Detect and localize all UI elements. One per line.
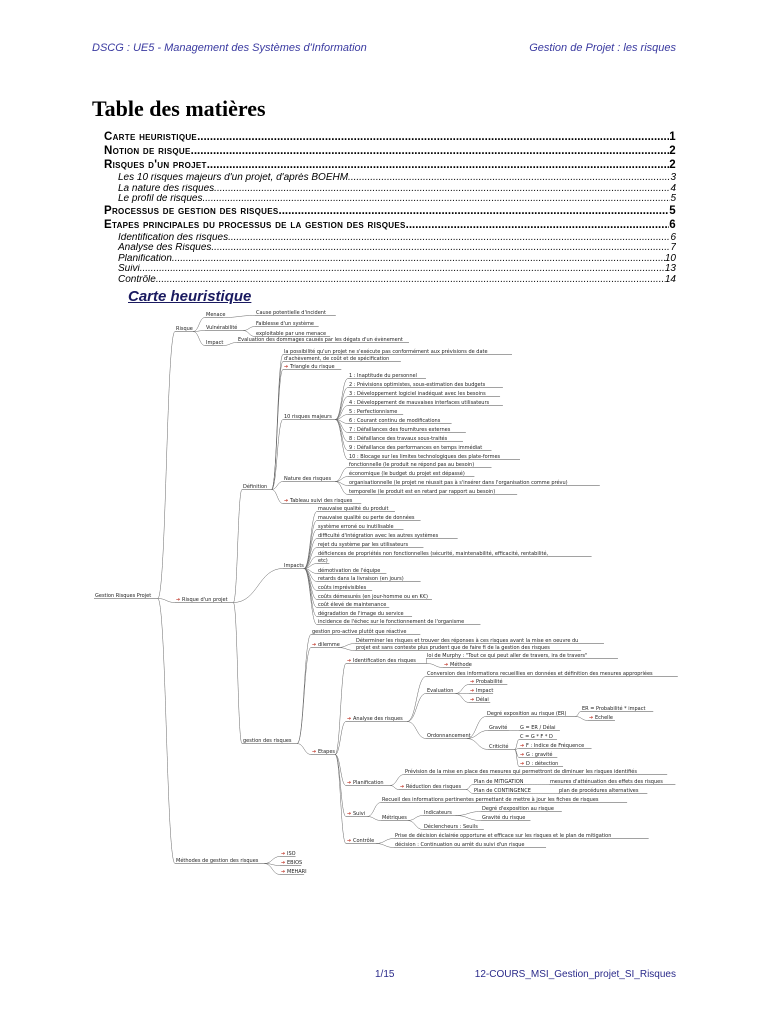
header-right: Gestion de Projet : les risques xyxy=(529,42,676,54)
toc-entry-page: 2 xyxy=(669,145,676,157)
mind-map-node: F : Indice de Fréquence xyxy=(526,743,585,749)
mind-map-link xyxy=(335,379,348,420)
mind-map-link xyxy=(304,569,317,625)
mind-map-node: dilemme xyxy=(318,642,340,648)
mind-map-link xyxy=(297,744,311,755)
mind-map-node: dégradation de l'image du service xyxy=(318,611,404,617)
toc-entry-page: 5 xyxy=(669,204,676,217)
toc-entry-label: Suivi xyxy=(118,264,140,274)
mind-map-link xyxy=(193,332,205,346)
mind-map-node: 3 : Développement logiciel inadéquat avec les besoins xyxy=(349,391,486,397)
mind-map-node: Plan de MITIGATION xyxy=(474,779,524,785)
mind-map-node: Indicateurs xyxy=(424,810,452,816)
mind-map-node: Recueil des informations pertinentes permettant de mettre à jour les fiches de risques xyxy=(382,797,599,803)
mind-map-node: Etapes xyxy=(318,749,336,755)
mind-map-link xyxy=(407,677,426,722)
mind-map-link xyxy=(466,790,473,794)
mind-map-link xyxy=(515,740,519,750)
mind-map-link xyxy=(338,644,355,648)
mind-map-node: Métriques xyxy=(382,815,407,821)
mind-map-node: Méthodes de gestion des risques xyxy=(176,858,259,864)
mind-map-node: Plan de CONTINGENCE xyxy=(474,788,531,794)
mind-map-node: ER = Probabilité * impact xyxy=(582,706,646,712)
arrow-icon: ➔ xyxy=(312,749,317,755)
mind-map-node: déficiences de propriétés non fonctionnelles (sécurité, maintenabilité, efficacité, rentabilité, xyxy=(318,551,549,557)
mind-map-node: 2 : Prévisions optimistes, sous-estimation des budgets xyxy=(349,382,486,388)
arrow-icon: ➔ xyxy=(444,662,449,668)
mind-map-node: Nature des risques xyxy=(284,476,332,482)
mind-map-link xyxy=(233,603,242,744)
toc-entry-page: 4 xyxy=(670,183,676,194)
mind-map-node: 9 : Défaillance des performances en temps immédiat xyxy=(349,445,483,451)
mind-map-link xyxy=(456,685,470,694)
arrow-icon: ➔ xyxy=(470,688,475,694)
mind-map-node: Gravité du risque xyxy=(482,815,526,821)
mind-map-node: Déterminer les risques et trouver des réponses à ces risques avant la mise en oeuvre du xyxy=(356,638,579,644)
arrow-icon: ➔ xyxy=(520,761,525,767)
mind-map-node: retards dans la livraison (en jours) xyxy=(318,576,404,582)
mind-map-node: MEHARI xyxy=(287,869,307,875)
mind-map-link xyxy=(304,548,317,569)
arrow-icon: ➔ xyxy=(347,716,352,722)
mind-map-node: Contrôle xyxy=(353,838,375,844)
mind-map-node: mauvaise qualité ou perte de données xyxy=(318,515,415,521)
mind-map-node: EBIOS xyxy=(287,860,303,866)
mind-map-node: d'achèvement, de coût et de spécification xyxy=(284,356,390,362)
mind-map-node: Délai xyxy=(476,697,489,703)
mind-map-node: Risque d'un projet xyxy=(182,597,228,603)
mind-map-node: démotivation de l'équipe xyxy=(318,568,381,574)
arrow-icon: ➔ xyxy=(470,697,475,703)
arrow-icon: ➔ xyxy=(347,658,352,664)
mind-map-node: Menace xyxy=(206,312,226,318)
mind-map-node: 7 : Défaillances des fournitures externes xyxy=(349,427,451,433)
mind-map-root: Gestion Risques Projet xyxy=(95,593,152,599)
toc-title: Table des matières xyxy=(92,96,266,121)
arrow-icon: ➔ xyxy=(347,811,352,817)
mind-map-node: Ordonnancement xyxy=(427,733,471,739)
toc-entry-page: 7 xyxy=(670,243,676,253)
toc-entry-label: La nature des risques xyxy=(118,183,215,194)
mind-map-link xyxy=(272,490,284,504)
mind-map-link xyxy=(158,599,175,603)
toc-entry-page: 3 xyxy=(670,173,676,183)
toc-entry-label: Contrôle xyxy=(118,274,156,285)
mind-map-node: projet est sans conteste plus prudent que de faire fi de la gestion des risques xyxy=(356,645,550,651)
mind-map-node: etc) xyxy=(318,558,328,564)
toc-entry-page: 5 xyxy=(670,194,676,204)
mind-map-link xyxy=(390,786,399,790)
toc-entry-page: 2 xyxy=(669,159,676,171)
toc-entry-label: Carte heuristique xyxy=(104,131,198,143)
mind-map-link xyxy=(467,739,488,750)
mind-map-node: Evaluation xyxy=(427,688,454,694)
mind-map-link xyxy=(233,569,283,603)
mind-map-link xyxy=(335,468,348,482)
arrow-icon: ➔ xyxy=(589,715,594,721)
mind-map-link xyxy=(515,750,519,767)
mind-map-link xyxy=(376,844,394,848)
mind-map-node: 4 : Développement de mauvaises interfaces utilisateurs xyxy=(349,400,490,406)
toc-entry-page: 14 xyxy=(664,274,676,285)
mind-map-node: Echelle xyxy=(595,715,614,721)
mind-map-node: coûts démesurés (en jour-homme ou en K€) xyxy=(318,594,428,600)
toc-entry-page: 6 xyxy=(670,232,676,243)
section-heading: Carte heuristique xyxy=(128,288,252,305)
mind-map-link xyxy=(264,864,280,875)
mind-map-link xyxy=(367,817,381,821)
toc-entry-label: Analyse des Risques xyxy=(118,243,212,253)
mind-map-link xyxy=(243,327,255,331)
arrow-icon: ➔ xyxy=(470,679,475,685)
mind-map-node: 5 : Perfectionnisme xyxy=(349,409,398,415)
arrow-icon: ➔ xyxy=(284,498,289,504)
arrow-icon: ➔ xyxy=(281,851,286,857)
mind-map-node: Analyse des risques xyxy=(353,716,403,722)
mind-map-node: difficulté d'intégration avec les autres systèmes xyxy=(318,533,439,539)
mind-map-node: Conversion des informations recueillies en données et définition des mesures appropriées xyxy=(427,671,653,677)
mind-map-link xyxy=(304,521,317,569)
mind-map-node: Prévision de la mise en place des mesures qui permettront de diminuer les risques identifiés xyxy=(405,769,637,775)
mind-map-node: 1 : Inaptitude du personnel xyxy=(349,373,417,379)
mind-map-node: 10 risques majeurs xyxy=(284,414,332,420)
mind-map-node: la possibilité qu'un projet ne s'exécute pas conformément aux prévisions de date xyxy=(284,349,488,355)
mind-map-node: Triangle du risque xyxy=(290,364,335,370)
mind-map-link xyxy=(158,332,175,599)
mind-map-node: loi de Murphy : "Tout ce qui peut aller de travers, ira de travers" xyxy=(427,653,588,659)
mind-map-link xyxy=(575,717,588,721)
mind-map-node: rejet du système par les utilisateurs xyxy=(318,542,409,548)
mind-map-node: Planification xyxy=(353,780,384,786)
arrow-icon: ➔ xyxy=(520,752,525,758)
mind-map-link xyxy=(335,664,346,755)
arrow-icon: ➔ xyxy=(281,869,286,875)
mind-map-node: économique (le budget du projet est dépassé) xyxy=(349,471,465,477)
mind-map-node: gestion des risques xyxy=(243,738,292,744)
mind-map-node: gestion pro-active plutôt que réactive xyxy=(312,629,407,635)
footer-page-number: 1/15 xyxy=(375,969,395,980)
mind-map-node: Tableau suivi des risques xyxy=(290,498,353,504)
toc-entry-label: Risques d'un projet xyxy=(104,159,207,171)
header-left: DSCG : UE5 - Management des Systèmes d'Information xyxy=(92,42,367,54)
mind-map-node: Evaluation des dommages causés par les dégats d'un évènement xyxy=(238,337,403,343)
arrow-icon: ➔ xyxy=(312,642,317,648)
mind-map-node: ISO xyxy=(287,851,296,857)
mind-map-node: D : détection xyxy=(526,761,559,767)
mind-map-node: 6 : Courant continu de modifications xyxy=(349,418,441,424)
mind-map-link xyxy=(455,812,481,816)
mind-map-nodes xyxy=(94,310,678,875)
mind-map-node: mesures d'atténuation des effets des risques xyxy=(550,779,663,785)
mind-map-link xyxy=(243,331,255,337)
mind-map-node: plan de procédures alternatives xyxy=(559,788,639,794)
mind-map-link xyxy=(407,694,426,722)
mind-map-link xyxy=(407,722,426,739)
mind-map-node: Définition xyxy=(243,484,268,490)
toc-entry-page: 13 xyxy=(664,264,676,274)
arrow-icon: ➔ xyxy=(176,597,181,603)
mind-map-node: mauvaise qualité du produit xyxy=(318,506,389,512)
mind-map-link xyxy=(264,857,280,864)
mind-map-link xyxy=(427,664,443,668)
toc-entry-label: Planification xyxy=(118,253,172,264)
mind-map-node: Degré exposition au risque (ER) xyxy=(487,711,567,717)
mind-map-link xyxy=(223,343,237,346)
mind-map-node: Risque xyxy=(176,326,193,332)
mind-map-node: C = G * F * D xyxy=(520,734,553,740)
mind-map-link xyxy=(335,755,346,844)
arrow-icon: ➔ xyxy=(400,784,405,790)
mind-map-node: Impact xyxy=(476,688,494,694)
mind-map-node: Gravité xyxy=(489,725,508,731)
toc-entry-page: 10 xyxy=(664,253,676,264)
mind-map-node: Degré d'exposition au risque xyxy=(482,806,554,812)
mind-map-link xyxy=(158,599,175,864)
mind-map-node: Impact xyxy=(206,340,224,346)
mind-map-node: Criticité xyxy=(489,744,509,750)
mind-map-node: Réduction des risques xyxy=(406,784,462,790)
toc-entry-page: 6 xyxy=(669,218,676,231)
mind-map-node: organisationnelle (le projet ne réussit pas à s'insérer dans l'organisation comme prévu) xyxy=(349,480,568,486)
mind-map-link xyxy=(233,490,242,603)
mind-map-link xyxy=(272,370,284,490)
arrow-icon: ➔ xyxy=(281,860,286,866)
mind-map-link xyxy=(466,785,473,790)
mind-map-node: Vulnérabilité xyxy=(206,325,238,331)
mind-map-node: Identification des risques xyxy=(353,658,416,664)
mind-map-node: exploitable par une menace xyxy=(256,331,327,337)
mind-map-link xyxy=(335,755,346,817)
mind-map-link xyxy=(304,569,317,617)
mind-map-link xyxy=(304,569,317,608)
mind-map-node: coût élevé de maintenance xyxy=(318,602,387,608)
mind-map-node: Déclencheurs : Seuils xyxy=(424,824,478,830)
mind-map-node: 10 : Blocage sur les limites technologiques des plate-formes xyxy=(349,454,501,460)
toc-entry-label: Les 10 risques majeurs d'un projet, d'après BOEHM xyxy=(118,173,349,183)
mind-map-node: Faiblesse d'un système xyxy=(256,321,315,327)
mind-map-node: Impacts xyxy=(284,563,304,569)
mind-map-node: Suivi xyxy=(353,811,366,817)
mind-map-node: système erroné ou inutilisable xyxy=(318,524,394,530)
toc-entry-label: Notion de risque xyxy=(104,145,191,157)
mind-map-link xyxy=(376,839,394,844)
mind-map-node: G = ER / Délai xyxy=(520,725,556,731)
toc-entry-label: Le profil de risques xyxy=(118,194,203,204)
mind-map-node: 8 : Défaillance des travaux sous-traités xyxy=(349,436,448,442)
mind-map-node: incidence de l'échec sur le fonctionnement de l'organisme xyxy=(318,619,465,625)
mind-map-link xyxy=(297,648,311,744)
mind-map-link xyxy=(408,816,423,821)
arrow-icon: ➔ xyxy=(347,780,352,786)
toc-entry-label: Etapes principales du processus de la gestion des risques xyxy=(104,218,406,231)
mind-map-link xyxy=(455,816,481,821)
mind-map-node: décision : Continuation ou arrêt du suivi d'un risque xyxy=(395,842,525,848)
mind-map-link xyxy=(193,318,205,332)
mind-map-node: fonctionnelle (le produit ne répond pas au besoin) xyxy=(349,462,475,468)
mind-map-link xyxy=(575,712,581,717)
mind-map-node: Probabilité xyxy=(476,679,503,685)
mind-map-node: Cause potentielle d'incident xyxy=(256,310,326,316)
mind-map-link xyxy=(335,420,348,451)
toc-entry-page: 1 xyxy=(669,131,676,143)
mind-map-link xyxy=(408,821,423,830)
mind-map-node: Prise de décision éclairée opportune et efficace sur les risques et le plan de mitigation xyxy=(395,833,612,839)
toc-entry-label: Identification des risques xyxy=(118,232,229,243)
mind-map-link xyxy=(338,648,355,651)
mind-map-link xyxy=(367,803,381,817)
arrow-icon: ➔ xyxy=(347,838,352,844)
mind-map-node: temporelle (le produit est en retard par rapport au besoin) xyxy=(349,489,496,495)
footer-file-name: 12-COURS_MSI_Gestion_projet_SI_Risques xyxy=(474,969,676,980)
arrow-icon: ➔ xyxy=(284,364,289,370)
toc-entry-label: Processus de gestion des risques xyxy=(104,204,279,217)
mind-map-node: G : gravité xyxy=(526,752,553,758)
mind-map-link xyxy=(426,659,427,664)
mind-map-node: coûts imprévisibles xyxy=(318,585,367,591)
mind-map-link xyxy=(223,316,255,318)
mind-map-node: Méthode xyxy=(450,662,472,668)
mind-map-link xyxy=(456,694,470,703)
arrow-icon: ➔ xyxy=(520,743,525,749)
